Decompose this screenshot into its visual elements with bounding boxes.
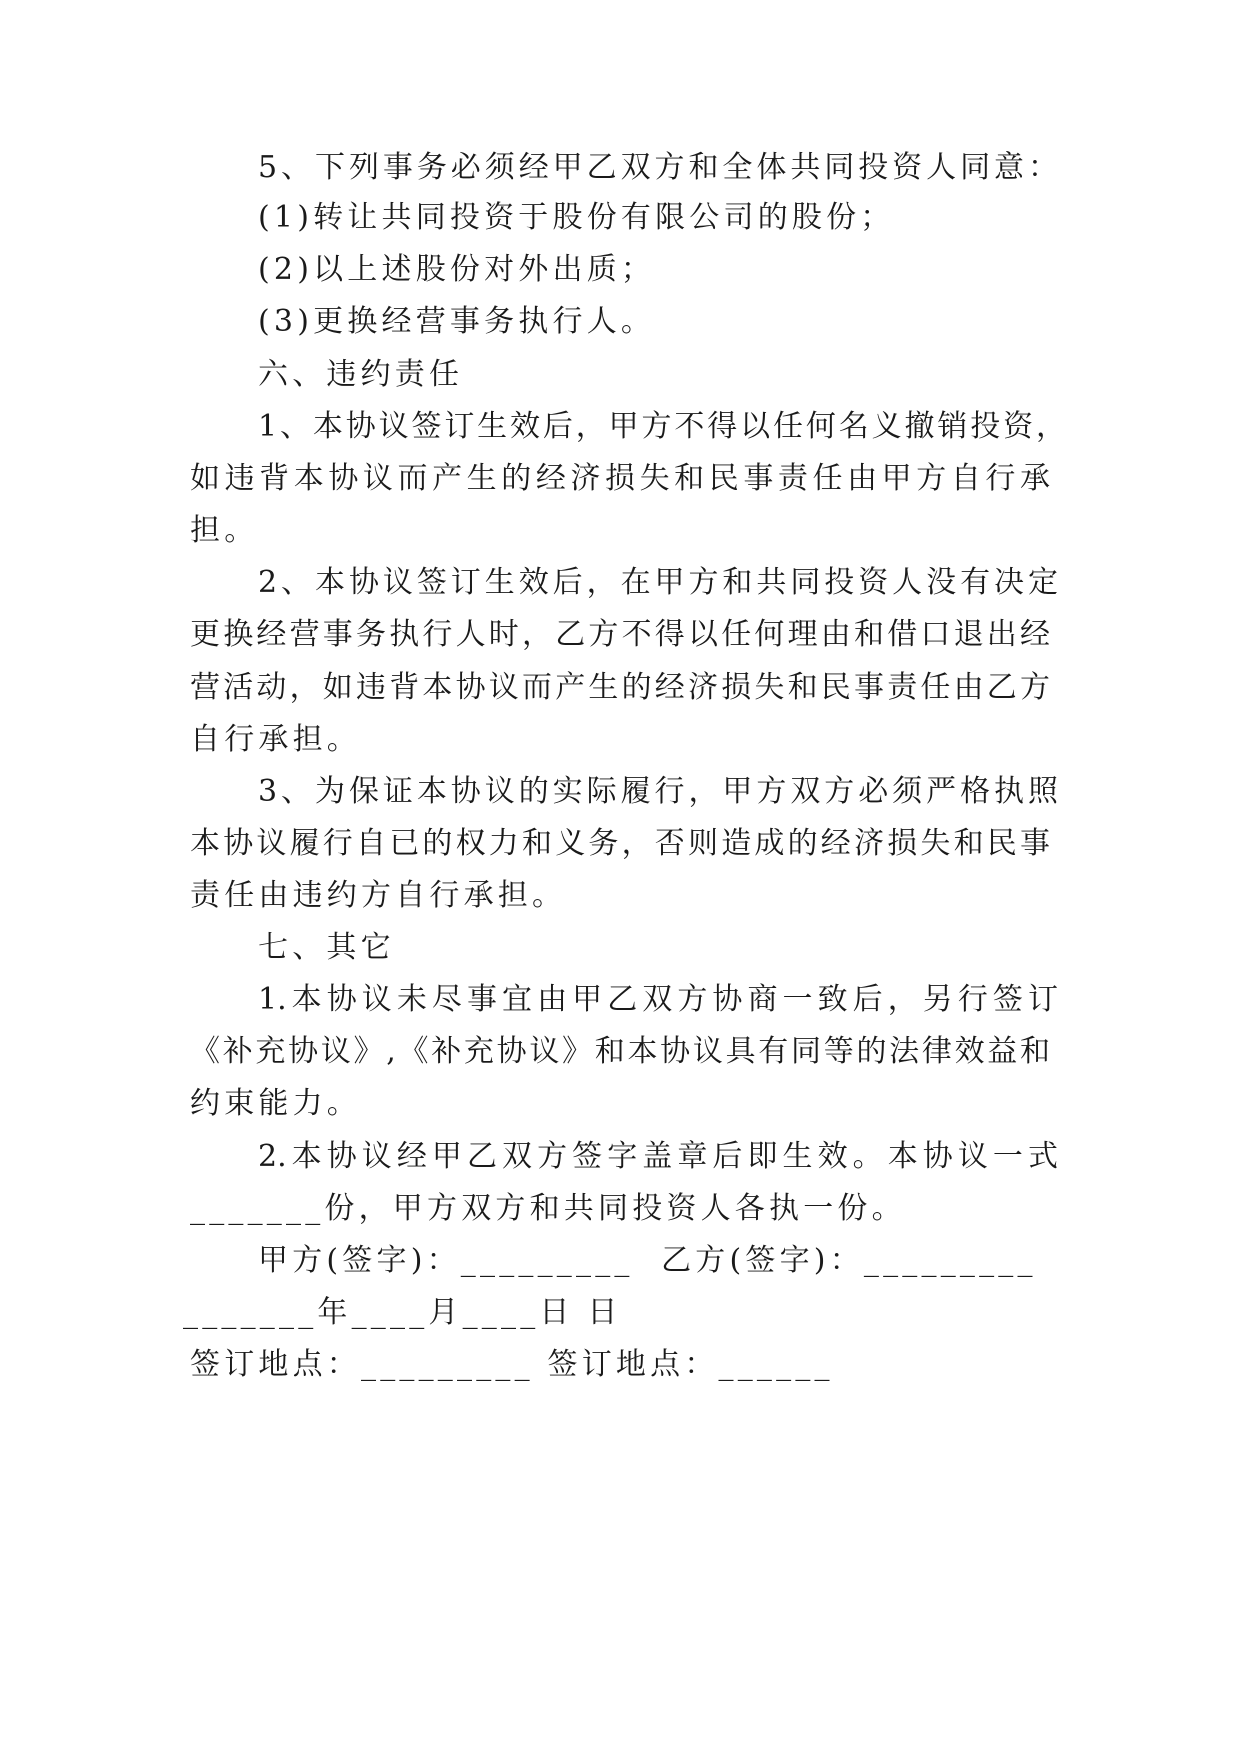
- section-6-clause-3-line-1: 3、为保证本协议的实际履行，甲方双方必须严格执照: [258, 774, 1058, 809]
- signing-location-line: 签订地点：_________ 签订地点：______: [190, 1347, 834, 1382]
- section-6-clause-2-line-1: 2、本协议签订生效后，在甲方和共同投资人没有决定: [258, 565, 1058, 600]
- section-7-clause-1-line-2: 《补充协议》,《补充协议》和本协议具有同等的法律效益和: [190, 1034, 1050, 1069]
- section-6-clause-3-line-3: 责任由违约方自行承担。: [190, 878, 567, 913]
- clause-5-item-3: (3)更换经营事务执行人。: [258, 304, 656, 339]
- clause-5-item-2: (2)以上述股份对外出质；: [258, 252, 656, 287]
- section-7-clause-1-line-1: 1.本协议未尽事宜由甲乙双方协商一致后，另行签订: [258, 982, 1058, 1017]
- section-7-clause-2-line-1: 2.本协议经甲乙双方签字盖章后即生效。本协议一式: [258, 1139, 1058, 1174]
- section-7-clause-2-line-2: _______份，甲方双方和共同投资人各执一份。: [190, 1191, 906, 1226]
- section-6-clause-2-line-4: 自行承担。: [190, 722, 361, 757]
- date-line: _______年____月____日 日: [183, 1295, 622, 1330]
- section-6-clause-1-line-1: 1、本协议签订生效后，甲方不得以任何名义撤销投资，: [258, 409, 1066, 444]
- section-7-clause-1-line-3: 约束能力。: [190, 1086, 361, 1121]
- section-7-heading: 七、其它: [258, 930, 395, 965]
- clause-5-heading: 5、下列事务必须经甲乙双方和全体共同投资人同意：: [258, 150, 1058, 185]
- section-6-clause-2-line-3: 营活动，如违背本协议而产生的经济损失和民事责任由乙方: [190, 670, 1050, 705]
- section-6-clause-1-line-3: 担。: [190, 513, 259, 548]
- section-6-clause-2-line-2: 更换经营事务执行人时，乙方不得以任何理由和借口退出经: [190, 617, 1050, 652]
- section-6-heading: 六、违约责任: [258, 357, 464, 392]
- section-6-clause-3-line-2: 本协议履行自已的权力和义务，否则造成的经济损失和民事: [190, 826, 1050, 861]
- clause-5-item-1: (1)转让共同投资于股份有限公司的股份；: [258, 200, 895, 235]
- signature-line: 甲方(签字)：_________ 乙方(签字)：_________: [258, 1243, 1037, 1278]
- section-6-clause-1-line-2: 如违背本协议而产生的经济损失和民事责任由甲方自行承: [190, 461, 1050, 496]
